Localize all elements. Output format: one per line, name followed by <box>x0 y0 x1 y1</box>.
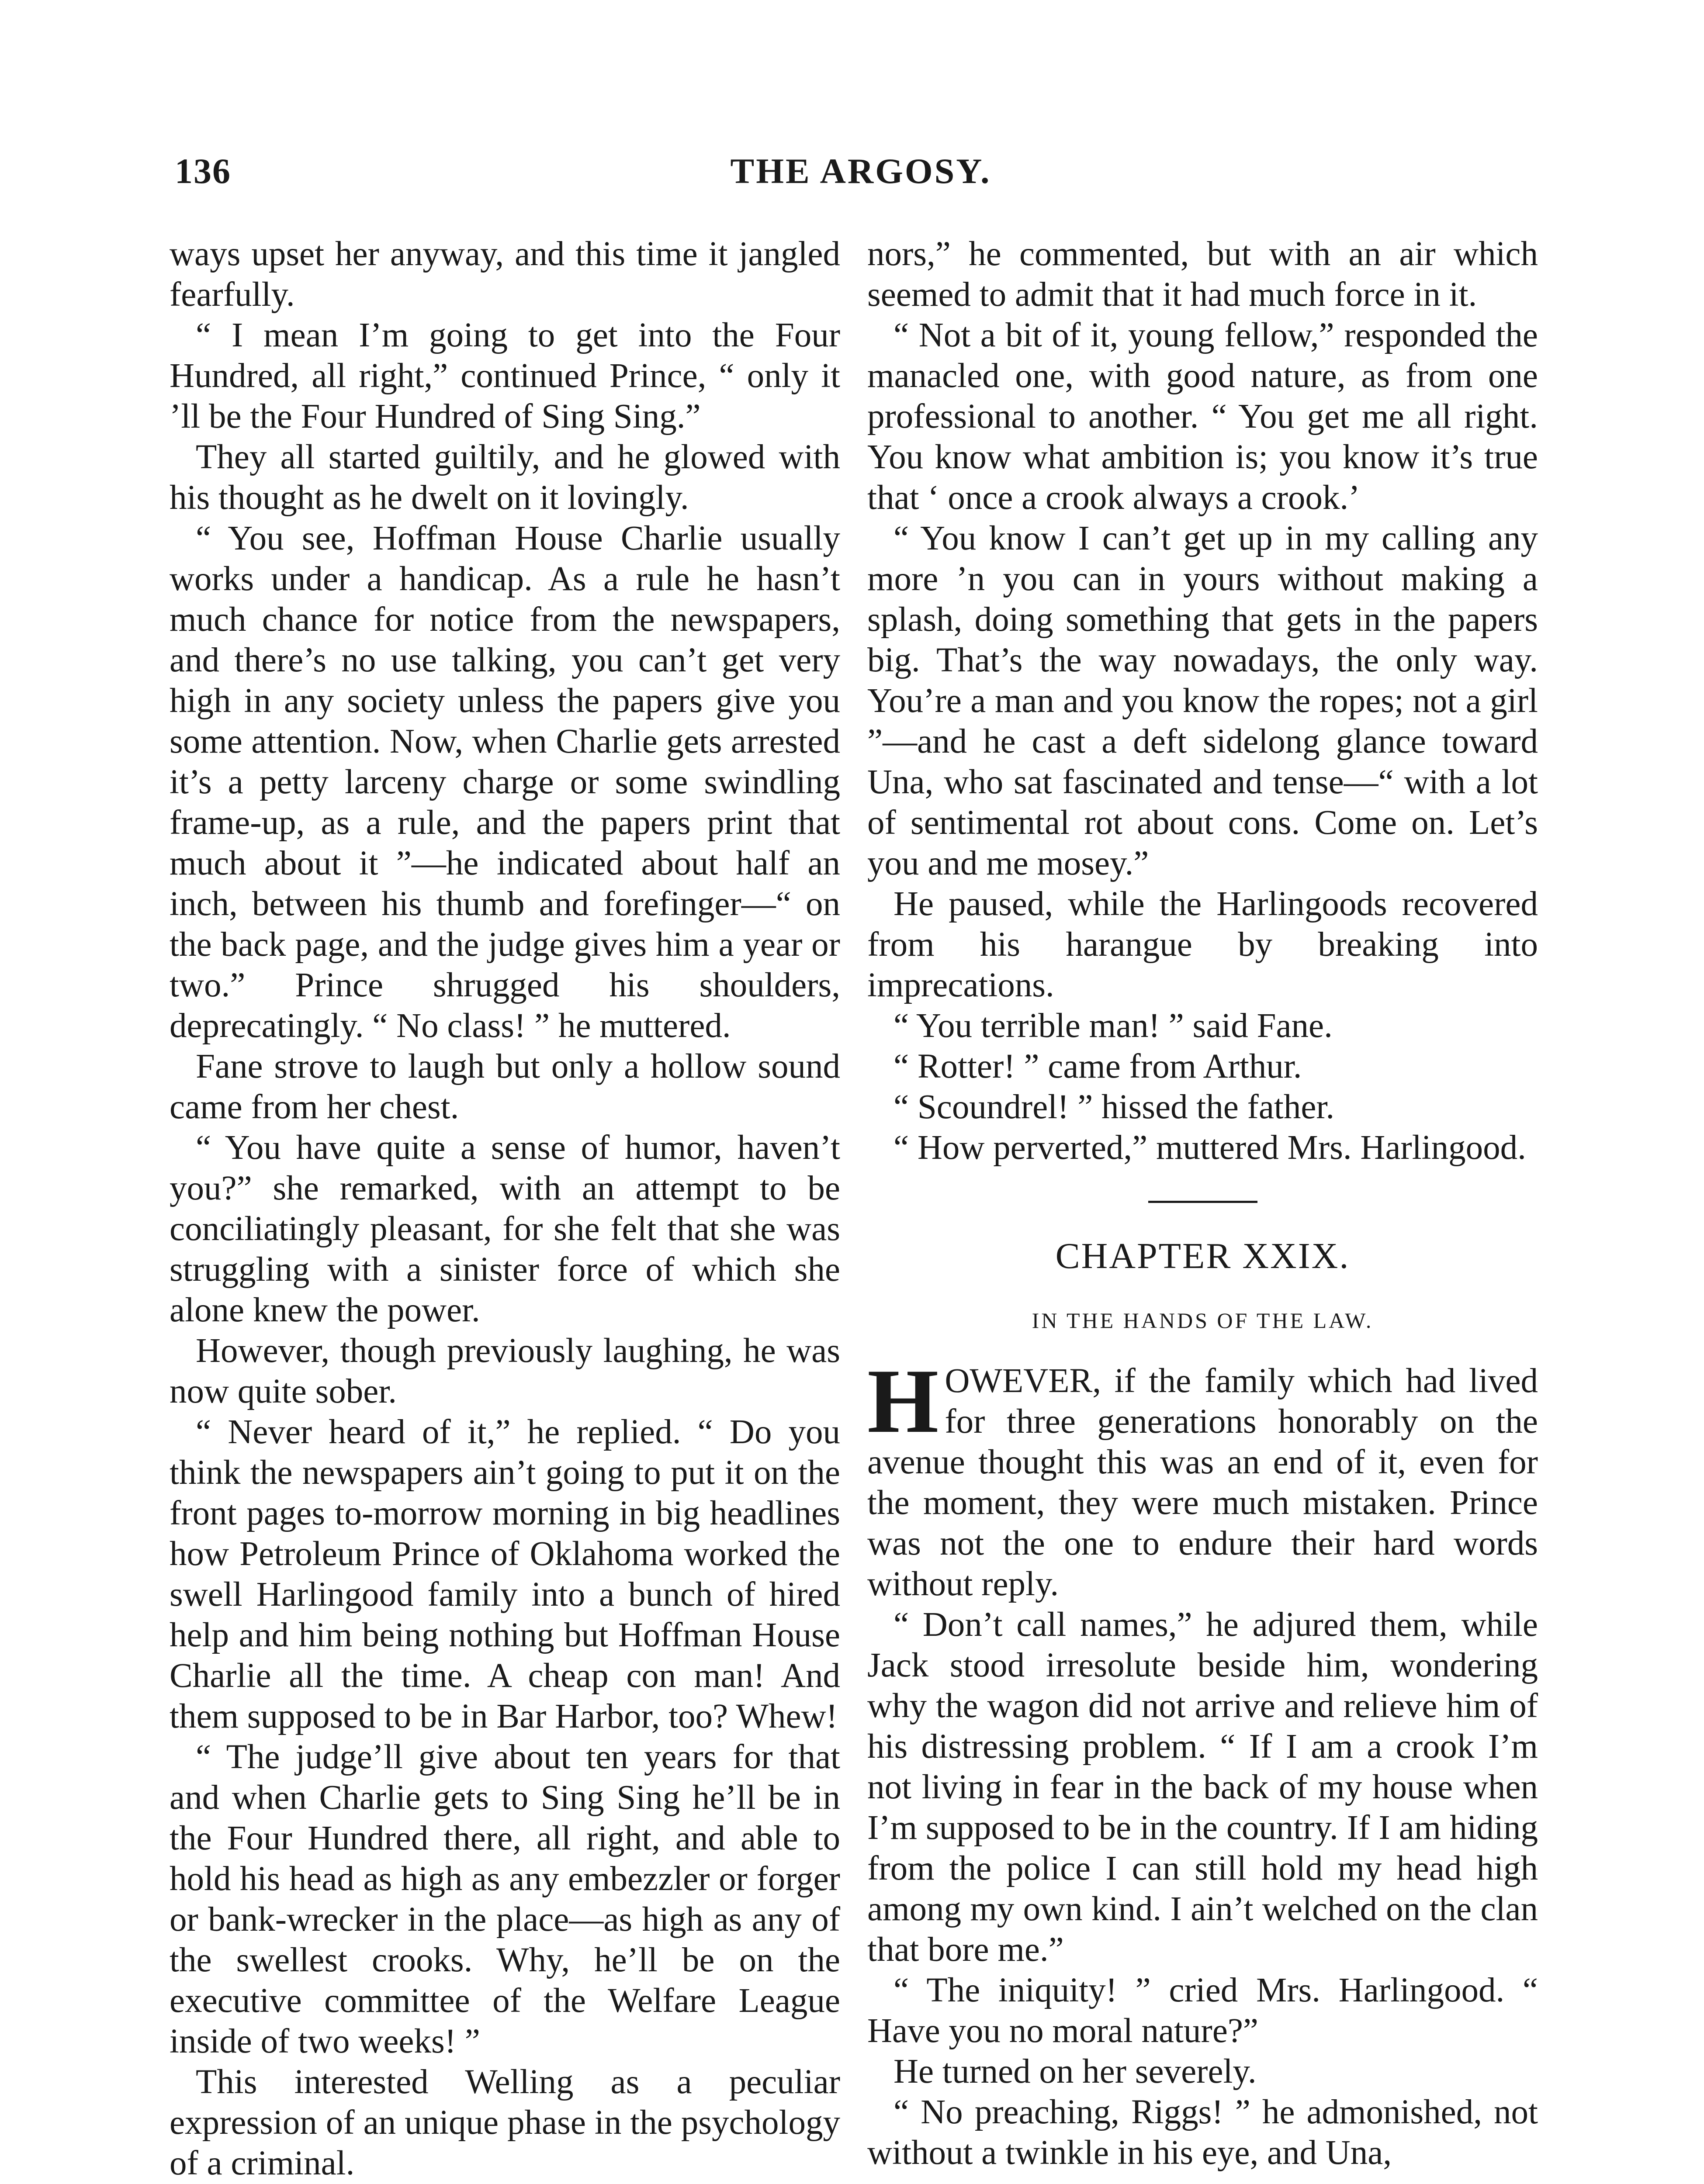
paragraph: nors,” he commented, but with an air which seemed to admit that it had much force in it. <box>867 235 1538 314</box>
paragraph: This interested Welling as a peculiar expression of an unique phase in the psychology of a criminal. <box>170 2063 840 2182</box>
right-column <box>867 234 1538 2173</box>
paragraph: Fane strove to laugh but only a hollow sound came from her chest. <box>170 1047 840 1126</box>
paragraph: “ The judge’ll give about ten years for that and when Charlie gets to Sing Sing he’ll be in the Four Hundred there, all right, and able to hold his head as high as any embezzler or forger or bank-wrecker in the place—as high as any of the swellest crooks. Why, he’ll be on the executive committee of the Welfare League inside of two weeks! ” <box>170 1738 840 2060</box>
section-divider <box>1148 1201 1257 1203</box>
paragraph: “ I mean I’m going to get into the Four Hundred, all right,” continued Prince, “ only it ’ll be the Four Hundred of Sing Sing.” <box>170 316 840 435</box>
chapter-opening-paragraph <box>867 1351 1538 1604</box>
page-number: 136 <box>175 151 231 191</box>
paragraph: “ You know I can’t get up in my calling any more ’n you can in yours without making a splash, doing something that gets in the papers big. That’s the way nowadays, the only way. You’re a man and you know the ropes; not a girl ”—and he cast a deft sidelong glance toward Una, who sat fascinated and tense—“ with a lot of sentimental rot about cons. Come on. Let’s you and me mosey.” <box>867 519 1538 882</box>
paragraph: “ Not a bit of it, young fellow,” responded the manacled one, with good nature, as from one professional to another. “ You get me all right. You know what ambition is; you know it’s true that ‘ once a crook always a crook.’ <box>867 316 1538 517</box>
paragraph: “ The iniquity! ” cried Mrs. Harlingood. “ Have you no moral nature?” <box>867 1971 1538 2050</box>
opening-text: OWEVER, if the family which had lived for three generations honorably on the avenue thought this was an end of it, even for the moment, they were much mistaken. Prince was not the one to endure their hard words without reply. <box>867 1362 1538 1603</box>
paragraph: “ You terrible man! ” said Fane. <box>894 1007 1333 1045</box>
paragraph: He turned on her severely. <box>894 2053 1257 2091</box>
left-column <box>170 234 840 2184</box>
chapter-subtitle: IN THE HANDS OF THE LAW. <box>1032 1308 1374 1333</box>
drop-cap: H <box>867 1351 939 1452</box>
paragraph: “ Never heard of it,” he replied. “ Do you think the newspapers ain’t going to put it on the front pages to-morrow morning in big headlines how Petroleum Prince of Oklahoma worked the swell Harlingood family into a bunch of hired help and him being nothing but Hoffman House Charlie all the time. A cheap con man! And them supposed to be in Bar Harbor, too? Whew! <box>170 1413 840 1735</box>
paragraph: They all started guiltily, and he glowed with his thought as he dwelt on it lovingly. <box>170 438 840 517</box>
paragraph: “ Rotter! ” came from Arthur. <box>894 1047 1302 1085</box>
paragraph: “ How perverted,” muttered Mrs. Harlingood. <box>894 1129 1526 1167</box>
paragraph: “ No preaching, Riggs! ” he admonished, not without a twinkle in his eye, and Una, <box>867 2093 1538 2172</box>
page-header <box>175 151 1547 199</box>
paragraph: “ Don’t call names,” he adjured them, while Jack stood irresolute beside him, wondering why the wagon did not arrive and relieve him of his distressing problem. “ If I am a crook I’m not living in fear in the back of my house when I’m supposed to be in the country. If I am hiding from the police I can still hold my head high among my own kind. I ain’t welched on the clan that bore me.” <box>867 1606 1538 1969</box>
paragraph: “ You have quite a sense of humor, haven’t you?” she remarked, with an attempt to be conciliatingly pleasant, for she felt that she was struggling with a sinister force of which she alone knew the power. <box>170 1129 840 1329</box>
paragraph: However, though previously laughing, he was now quite sober. <box>170 1332 840 1410</box>
running-title: THE ARGOSY. <box>730 151 991 191</box>
paragraph: He paused, while the Harlingoods recovered from his harangue by breaking into imprecations. <box>867 885 1538 1004</box>
paragraph: ways upset her anyway, and this time it jangled fearfully. <box>170 235 840 314</box>
chapter-title: CHAPTER XXIX. <box>1055 1236 1350 1276</box>
paragraph: “ Scoundrel! ” hissed the father. <box>894 1088 1335 1126</box>
paragraph: “ You see, Hoffman House Charlie usually works under a handicap. As a rule he hasn’t much chance for notice from the newspapers, and there’s no use talking, you can’t get very high in any society unless the papers give you some attention. Now, when Charlie gets arrested it’s a petty larceny charge or some swindling frame-up, as a rule, and the papers print that much about it ”—he indicated about half an inch, between his thumb and forefinger—“ on the back page, and the judge gives him a year or two.” Prince shrugged his shoulders, deprecatingly. “ No class! ” he muttered. <box>170 519 840 1045</box>
